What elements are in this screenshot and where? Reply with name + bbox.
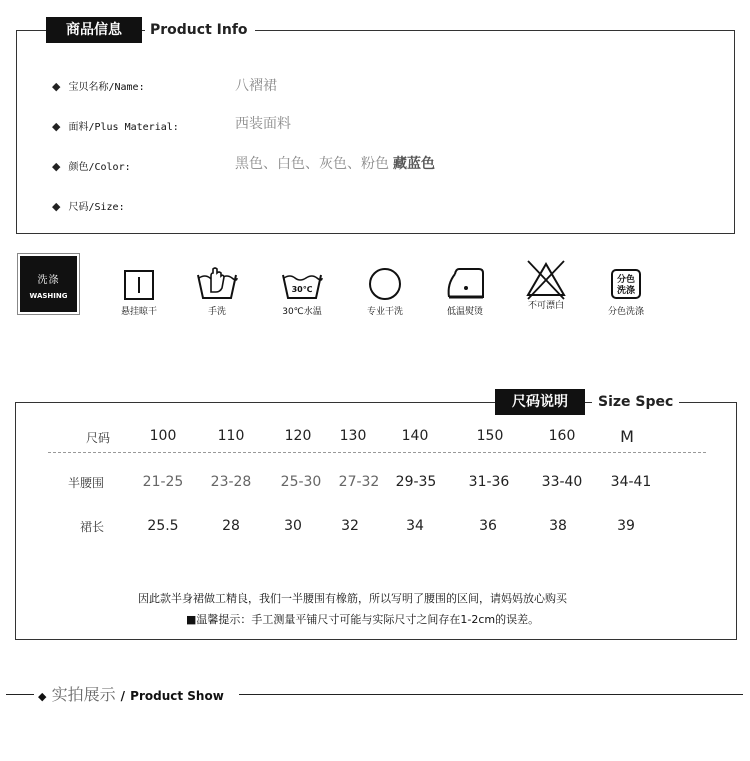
wash-item-30c: 30℃ 30℃水温	[262, 266, 342, 317]
product-show-title: ◆ 实拍展示 / Product Show	[38, 685, 224, 704]
info-row-name: ◆ 宝贝名称/Name:	[52, 80, 145, 93]
size-cell: 23-28	[210, 474, 252, 490]
wash-30-icon	[281, 266, 323, 300]
dry-clean-icon	[367, 266, 403, 300]
wash-item-no-bleach: 不可漂白	[506, 266, 586, 311]
wash-item-dry-clean: 专业干洗	[345, 266, 425, 317]
size-spec-title: 尺码说明	[495, 389, 585, 415]
size-cell: 34-41	[610, 474, 652, 490]
size-header-cell: 140	[401, 428, 429, 444]
size-header-cell: M	[620, 427, 634, 446]
svg-text:分色: 分色	[616, 275, 636, 285]
diamond-icon: ◆	[52, 80, 61, 93]
size-header-label: 尺码	[86, 431, 111, 445]
svg-text:洗涤: 洗涤	[616, 286, 636, 296]
size-cell: 31-36	[468, 474, 510, 490]
hand-wash-icon	[196, 266, 238, 300]
size-cell: 28	[222, 518, 240, 534]
size-cell: 36	[479, 518, 497, 534]
size-cell: 34	[406, 518, 424, 534]
size-cell: 32	[341, 518, 359, 534]
wash-item-hang-dry: 悬挂晾干	[99, 266, 179, 317]
size-spec-title-en: Size Spec	[592, 389, 679, 415]
size-cell: 39	[617, 518, 635, 534]
info-row-color: ◆ 颜色/Color:	[52, 160, 131, 173]
size-header-cell: 100	[149, 428, 177, 444]
size-header-cell: 150	[476, 428, 504, 444]
info-row-size: ◆ 尺码/Size:	[52, 200, 125, 213]
highlight-color: 藏蓝色	[393, 156, 435, 172]
size-tip: ■温馨提示：手工测量平铺尺寸可能与实际尺寸之间存在1-2cm的误差。	[186, 613, 540, 626]
size-cell: 38	[549, 518, 567, 534]
size-row-label-waist: 半腰围	[68, 476, 105, 490]
size-cell: 30	[284, 518, 302, 534]
size-note: 因此款半身裙做工精良，我们一半腰围有橡筋，所以写明了腰围的区间，请妈妈放心购买	[138, 592, 567, 605]
info-value-color: 黑色、白色、灰色、粉色 藏蓝色	[235, 156, 435, 172]
size-header-cell: 120	[284, 428, 312, 444]
info-value-name: 八褶裙	[235, 78, 277, 94]
wash-item-iron: 低温熨烫	[425, 266, 505, 317]
size-cell: 25-30	[280, 474, 322, 490]
diamond-icon: ◆	[38, 690, 47, 703]
product-info-title-en: Product Info	[145, 17, 255, 43]
size-divider	[48, 452, 706, 453]
size-cell: 29-35	[395, 474, 437, 490]
wash-item-hand-wash: 手洗	[177, 266, 257, 317]
info-value-material: 西装面料	[235, 116, 291, 132]
size-cell: 33-40	[541, 474, 583, 490]
wash-separately-icon	[608, 266, 644, 300]
show-divider-right	[239, 694, 743, 695]
size-header-cell: 110	[217, 428, 245, 444]
size-cell: 21-25	[142, 474, 184, 490]
product-info-title: 商品信息	[46, 17, 142, 43]
diamond-icon: ◆	[52, 160, 61, 173]
washing-badge: 洗涤 WASHING	[17, 253, 80, 315]
show-divider-left	[6, 694, 34, 695]
no-bleach-icon	[525, 260, 567, 300]
size-row-label-length: 裙长	[80, 520, 105, 534]
svg-text:30℃: 30℃	[291, 285, 313, 294]
size-cell: 25.5	[147, 518, 179, 534]
size-cell: 27-32	[338, 474, 380, 490]
hang-dry-icon	[122, 266, 156, 300]
size-header-cell: 160	[548, 428, 576, 444]
diamond-icon: ◆	[52, 200, 61, 213]
wash-item-separate: 分色 洗涤 分色洗涤	[586, 266, 666, 317]
iron-low-icon	[443, 266, 487, 300]
size-header-cell: 130	[339, 428, 367, 444]
info-row-material: ◆ 面料/Plus Material:	[52, 120, 179, 133]
diamond-icon: ◆	[52, 120, 61, 133]
